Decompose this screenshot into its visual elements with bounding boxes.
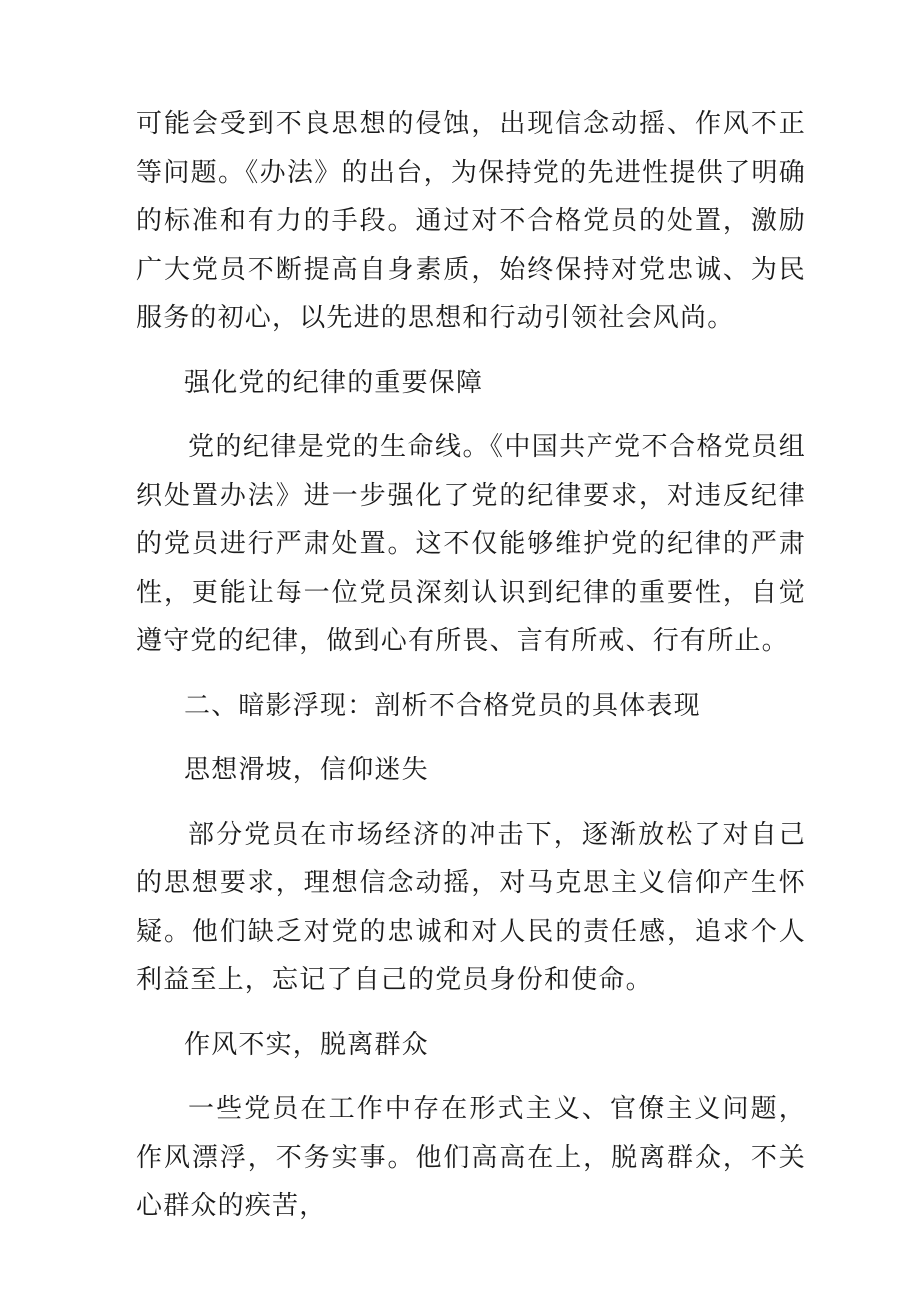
spacer (136, 1005, 806, 1021)
spacer (136, 666, 806, 682)
document-page (136, 100, 806, 1231)
spacer (136, 343, 806, 359)
section-heading-ideology: 思想滑坡，信仰迷失 (184, 755, 429, 785)
spacer (136, 730, 806, 746)
paragraph-continuation: 可能会受到不良思想的侵蚀，出现信念动摇、作风不正等问题。《办法》的出台，为保持党的先进性提供了明确的标准和有力的手段。通过对不合格党员的处置，激励广大党员不断提高自身素质，始终保持对党忠诚、为民服务的初心，以先进的思想和行动引领社会风尚。 (136, 109, 806, 333)
paragraph-ideology: 部分党员在市场经济的冲击下，逐渐放松了对自己的思想要求，理想信念动摇，对马克思主义信仰产生怀疑。他们缺乏对党的忠诚和对人民的责任感，追求个人利益至上，忘记了自己的党员身份和使命。 (136, 819, 806, 995)
section-heading-workstyle: 作风不实，脱离群众 (184, 1029, 429, 1060)
spacer (136, 1069, 806, 1085)
chapter-heading-two: 二、暗影浮现：剖析不合格党员的具体表现 (184, 690, 701, 721)
paragraph-discipline: 党的纪律是党的生命线。《中国共产党不合格党员组织处置办法》进一步强化了党的纪律要求，对违反纪律的党员进行严肃处置。这不仅能够维护党的纪律的严肃性，更能让每一位党员深刻认识到纪律的重要性，自觉遵守党的纪律，做到心有所畏、言有所戒、行有所止。 (136, 432, 806, 656)
paragraph-workstyle: 一些党员在工作中存在形式主义、官僚主义问题，作风漂浮，不务实事。他们高高在上，脱离群众，不关心群众的疾苦， (136, 1094, 806, 1221)
spacer (136, 407, 806, 423)
spacer (136, 795, 806, 811)
section-heading-discipline: 强化党的纪律的重要保障 (184, 367, 484, 398)
